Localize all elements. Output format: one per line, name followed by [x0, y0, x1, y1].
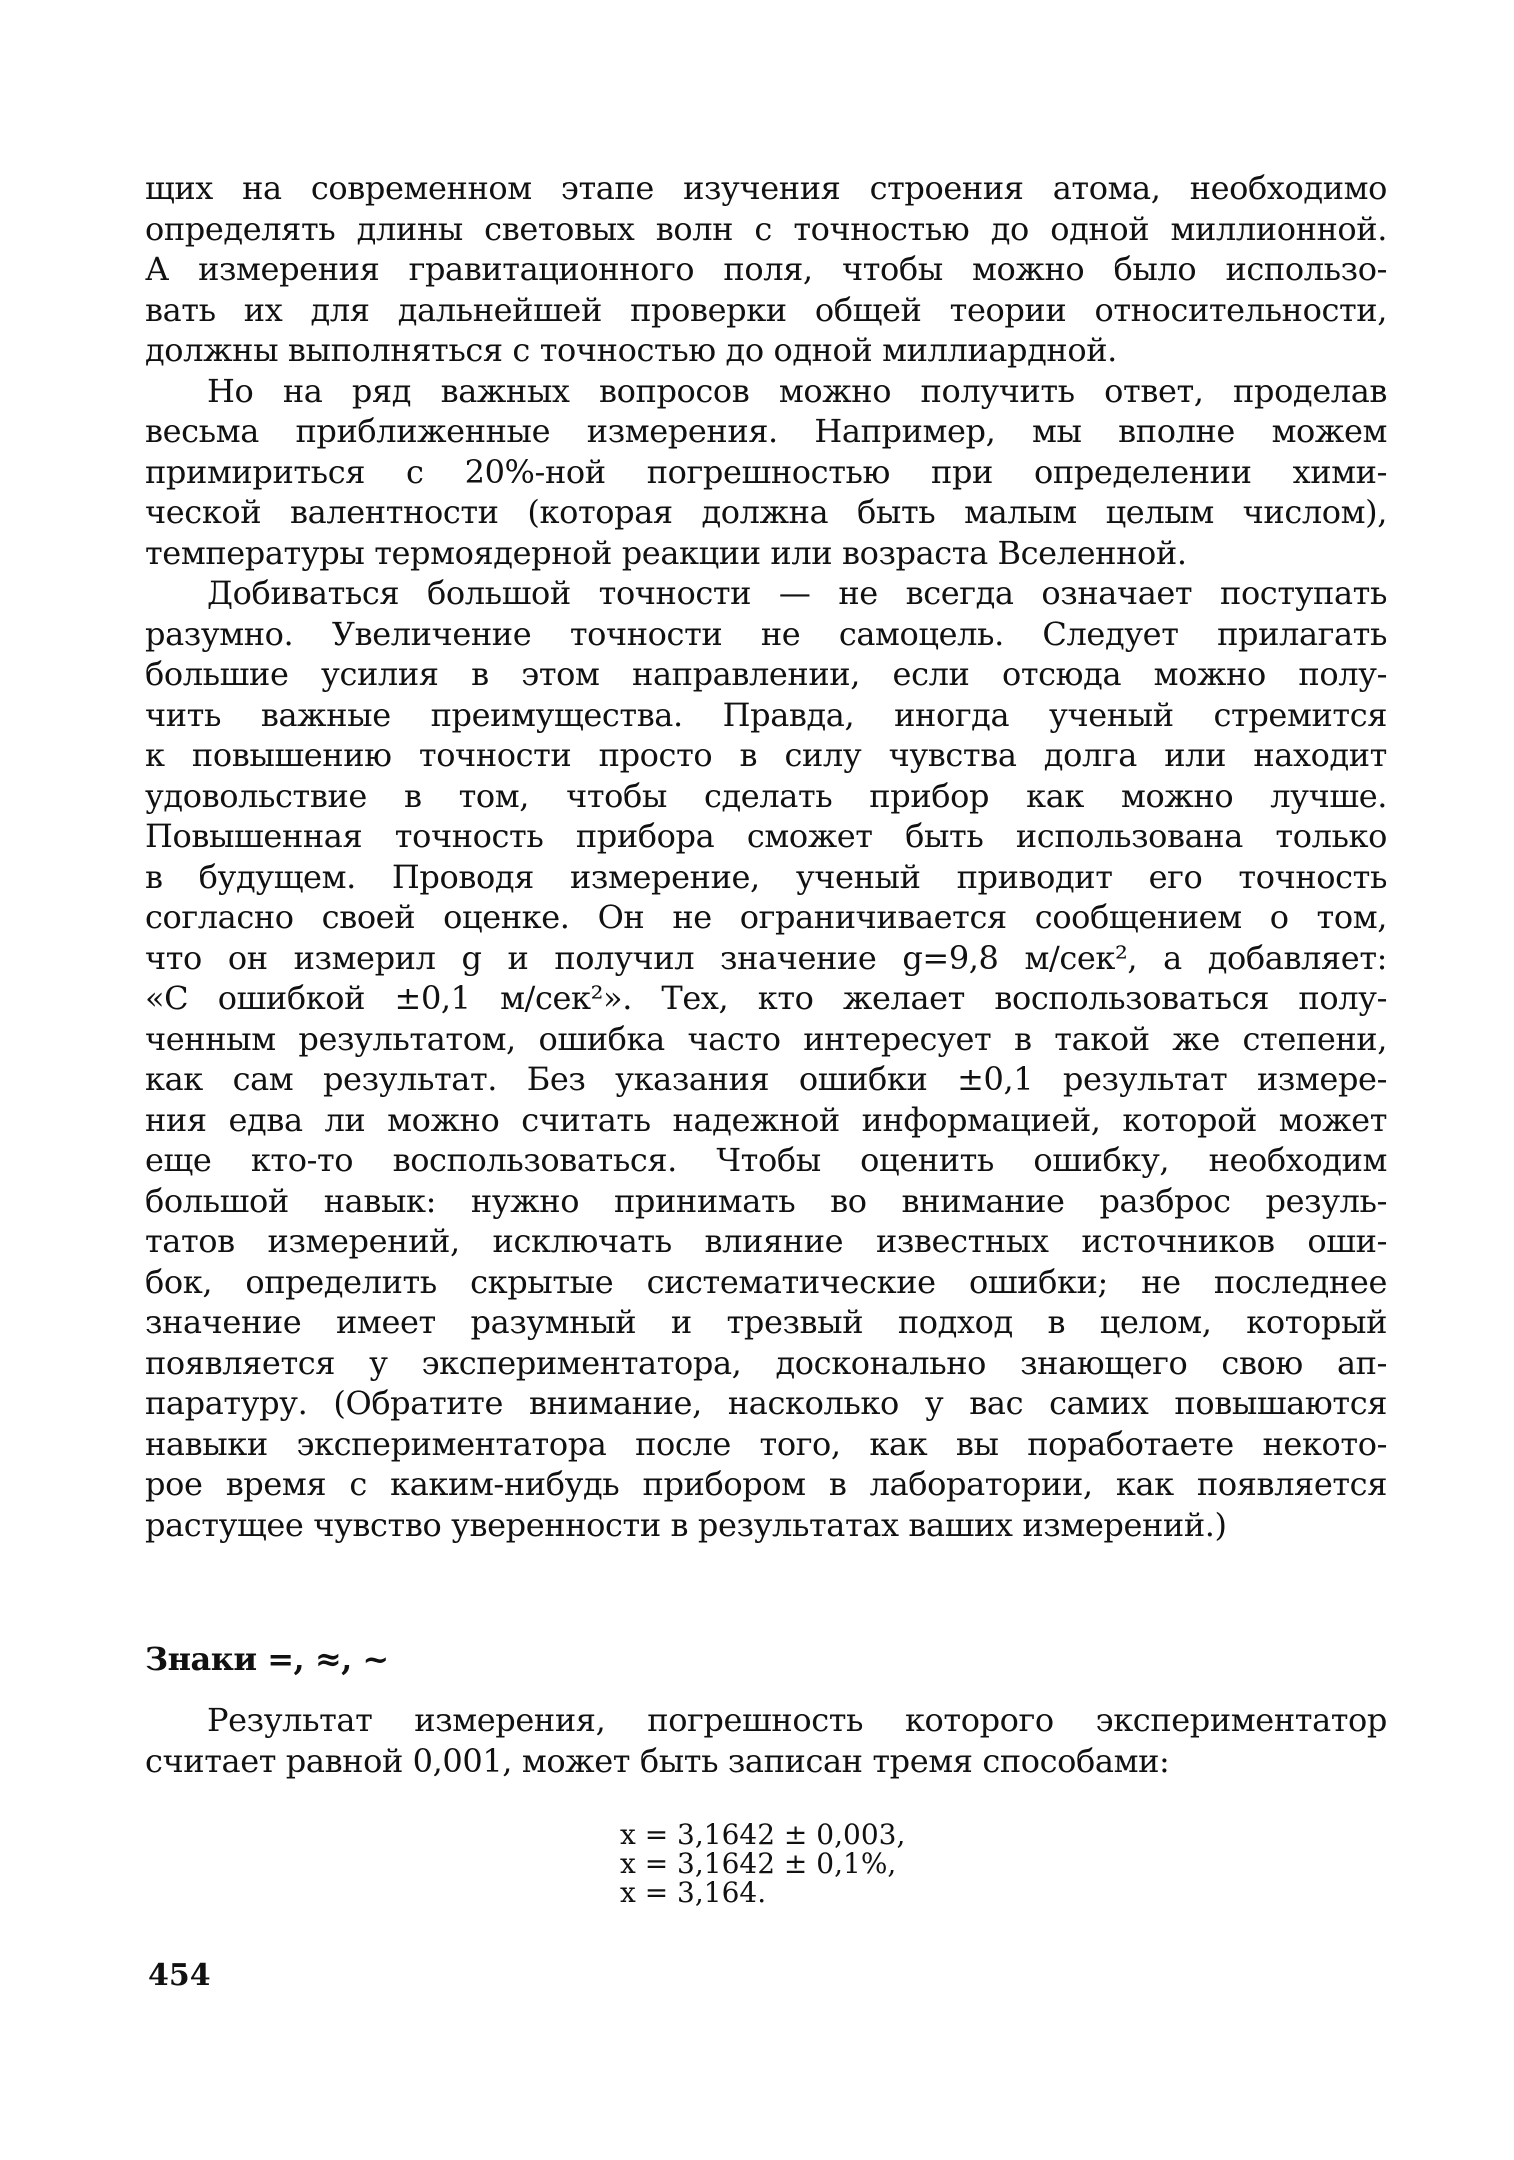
text-line: рое время с каким-нибудь прибором в лаборатории, как появляется [145, 1465, 1387, 1503]
text-line: щих на современном этапе изучения строения атома, необходимо [145, 169, 1387, 207]
text-line: как сам результат. Без указания ошибки ±0,1 результат измере- [145, 1060, 1387, 1098]
text-line: что он измерил g и получил значение g=9,8 м/сек², а добавляет: [145, 938, 1387, 977]
text-line: бок, определить скрытые систематические ошибки; не последнее [145, 1262, 1387, 1301]
text-line: определять длины световых волн с точностью до одной миллионной. [145, 209, 1387, 248]
text-line: «С ошибкой ±0,1 м/сек²». Тех, кто желает воспользоваться полу- [145, 979, 1387, 1017]
text-line: в будущем. Проводя измерение, ученый приводит его точность [145, 857, 1387, 896]
text-line: навыки экспериментатора после того, как вы поработаете некото- [145, 1424, 1387, 1463]
text-line: вать их для дальнейшей проверки общей теории относительности, [145, 290, 1387, 329]
text-line: Но на ряд важных вопросов можно получить ответ, проделав [207, 371, 1387, 410]
formula: x = 3,1642 ± 0,1%, [620, 1847, 897, 1880]
text-line: Повышенная точность прибора сможет быть использована только [145, 817, 1387, 855]
text-line: к повышению точности просто в силу чувства долга или находит [145, 736, 1387, 774]
text-line: Результат измерения, погрешность которого экспериментатор [207, 1701, 1387, 1739]
text-line: большой навык: нужно принимать во внимание разброс резуль- [145, 1181, 1387, 1220]
text-line: большие усилия в этом направлении, если отсюда можно полу- [145, 655, 1387, 693]
text-line: разумно. Увеличение точности не самоцель. Следует прилагать [145, 614, 1387, 653]
text-line: ния едва ли можно считать надежной информацией, которой может [145, 1100, 1387, 1139]
section-paragraph [145, 1700, 1387, 1781]
text-line: согласно своей оценке. Он не ограничивается сообщением о том, [145, 898, 1387, 936]
text-line: должны выполняться с точностью до одной миллиардной. [145, 331, 1117, 369]
text-line: татов измерений, исключать влияние известных источников оши- [145, 1222, 1387, 1260]
text-line: А измерения гравитационного поля, чтобы можно было использо- [145, 250, 1387, 288]
text-line: растущее чувство уверенности в результатах ваших измерений.) [145, 1505, 1227, 1544]
text-line: примириться с 20%-ной погрешностью при определении хими- [145, 452, 1387, 491]
formula-block [620, 1820, 905, 1907]
body-text [145, 168, 1387, 1545]
text-line: появляется у экспериментатора, досконально знающего свою ап- [145, 1343, 1387, 1382]
text-line: Добиваться большой точности — не всегда означает поступать [207, 574, 1387, 612]
text-line: удовольствие в том, чтобы сделать прибор как можно лучше. [145, 776, 1387, 815]
section-heading: Знаки =, ≈, ~ [145, 1640, 389, 1678]
text-line: ченным результатом, ошибка часто интересует в такой же степени, [145, 1019, 1387, 1058]
text-line: значение имеет разумный и трезвый подход в целом, который [145, 1303, 1387, 1341]
text-line: чить важные преимущества. Правда, иногда ученый стремится [145, 695, 1387, 734]
text-line: ческой валентности (которая должна быть малым целым числом), [145, 493, 1387, 531]
page-number: 454 [148, 1958, 211, 1993]
text-line: считает равной 0,001, может быть записан тремя способами: [145, 1741, 1170, 1780]
formula: x = 3,1642 ± 0,003, [620, 1818, 906, 1851]
text-line: весьма приближенные измерения. Например, мы вполне можем [145, 412, 1387, 450]
text-line: еще кто-то воспользоваться. Чтобы оценить ошибку, необходим [145, 1141, 1387, 1179]
formula: x = 3,164. [620, 1876, 767, 1909]
text-line: температуры термоядерной реакции или возраста Вселенной. [145, 533, 1187, 572]
text-line: паратуру. (Обратите внимание, насколько у вас самих повышаются [145, 1384, 1387, 1422]
